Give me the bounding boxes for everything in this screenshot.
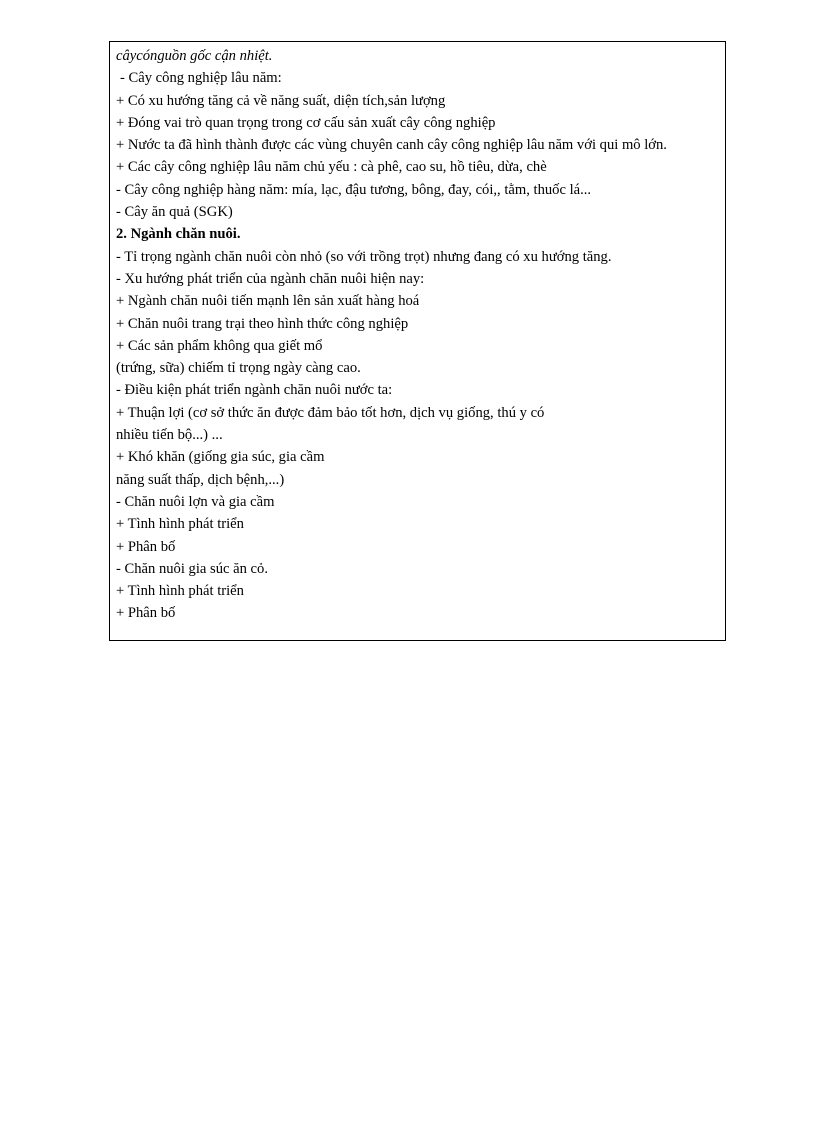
text-line: + Tình hình phát triển: [116, 583, 244, 600]
text-line: + Các cây công nghiệp lâu năm chủ yếu : cà phê, cao su, hồ tiêu, dừa, chè: [116, 159, 547, 176]
text-line: - Cây công nghiệp lâu năm:: [120, 70, 282, 87]
content-box: [109, 41, 726, 641]
text-line: - Cây công nghiệp hàng năm: mía, lạc, đậu tương, bông, đay, cói,, tằm, thuốc lá...: [116, 181, 592, 198]
text-line: + Ngành chăn nuôi tiến mạnh lên sản xuất hàng hoá: [116, 293, 420, 310]
text-line: + Tình hình phát triển: [116, 516, 244, 533]
text-line: (trứng, sữa) chiếm tỉ trọng ngày càng cao.: [116, 360, 361, 377]
text-line: + Phân bố: [116, 605, 176, 622]
text-line: - Chăn nuôi gia súc ăn cỏ.: [116, 560, 268, 577]
text-line: năng suất thấp, dịch bệnh,...): [116, 471, 285, 488]
text-line: - Cây ăn quả (SGK): [116, 204, 233, 221]
text-line: - Xu hướng phát triển của ngành chăn nuôi hiện nay:: [116, 270, 425, 287]
text-line: - Điều kiện phát triển ngành chăn nuôi nước ta:: [116, 382, 393, 399]
text-line: + Khó khăn (giống gia súc, gia cầm: [116, 449, 325, 466]
text-line: + Chăn nuôi trang trại theo hình thức công nghiệp: [116, 315, 409, 332]
text-line: + Nước ta đã hình thành được các vùng chuyên canh cây công nghiệp lâu năm với qui mô lớn.: [116, 137, 667, 154]
text-line: + Phân bố: [116, 538, 176, 555]
text-line: + Đóng vai trò quan trọng trong cơ cấu sản xuất cây công nghiệp: [116, 114, 496, 131]
text-line: - Chăn nuôi lợn và gia cầm: [116, 493, 275, 510]
text-line: + Thuận lợi (cơ sở thức ăn được đảm bảo tốt hơn, dịch vụ giống, thú y có: [116, 404, 545, 421]
text-line: câycónguồn gốc cận nhiệt.: [116, 48, 273, 64]
text-line: + Có xu hướng tăng cả về năng suất, diện tích,sản lượng: [116, 92, 446, 109]
text-line: nhiều tiến bộ...) ...: [116, 427, 223, 444]
text-line: - Tỉ trọng ngành chăn nuôi còn nhỏ (so với trồng trọt) nhưng đang có xu hướng tăng.: [116, 248, 612, 265]
section-heading: 2. Ngành chăn nuôi.: [116, 226, 241, 243]
text-line: + Các sản phẩm không qua giết mổ: [116, 337, 323, 354]
